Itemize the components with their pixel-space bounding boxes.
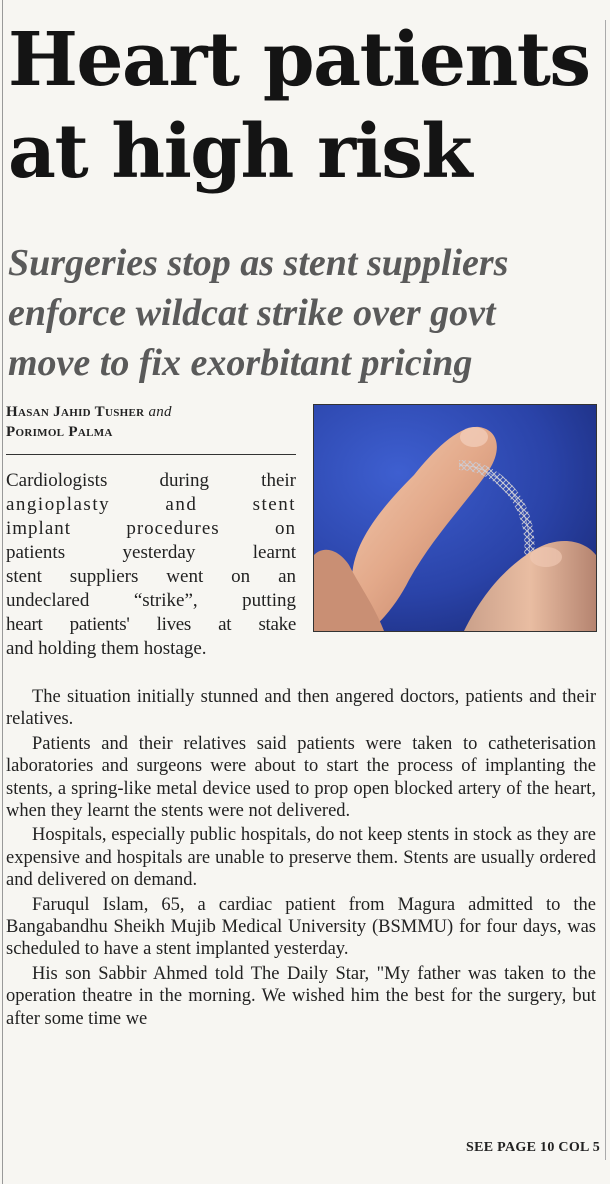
lead-line: heart patients' lives at stake (6, 614, 296, 635)
subhead-line-2: enforce wildcat strike over govt (8, 292, 496, 334)
page-edge-rule (2, 0, 3, 1184)
subhead-line-3: move to fix exorbitant pricing (8, 342, 473, 384)
byline (6, 402, 296, 442)
headline-line-2: at high risk (8, 109, 472, 195)
fingers-holding-stent-image (314, 405, 596, 631)
byline-conjunction: and (148, 404, 172, 420)
body-paragraph: Faruqul Islam, 65, a cardiac patient from Magura admitted to the Bangabandhu Sheikh Mujib Medical University (BSMMU) for four days, was scheduled to have a stent implanted yesterday. (6, 894, 596, 960)
article-body (6, 686, 596, 1032)
lead-line: undeclared “strike”, putting (6, 590, 296, 611)
lead-line: angioplasty and stent (6, 494, 296, 515)
byline-author-2: Porimol Palma (6, 424, 113, 440)
body-paragraph: His son Sabbir Ahmed told The Daily Star, "My father was taken to the operation theatre in the morning. We wished him the best for the surgery, but after some time we (6, 963, 596, 1029)
body-paragraph: The situation initially stunned and then angered doctors, patients and their relatives. (6, 687, 596, 730)
lead-line: patients yesterday learnt (6, 542, 296, 563)
lead-line: and holding them hostage. (6, 638, 207, 659)
lead-line: Cardiologists during their (6, 470, 296, 491)
lead-line: stent suppliers went on an (6, 566, 296, 587)
body-paragraph: Hospitals, especially public hospitals, do not keep stents in stock as they are expensive and hospitals are unable to preserve them. Stents are usually ordered and delivered on demand. (6, 825, 596, 891)
byline-divider (6, 454, 296, 455)
headline-line-1: Heart patients (8, 17, 590, 103)
lead-line: implant procedures on (6, 518, 296, 539)
continuation-note: SEE PAGE 10 COL 5 (466, 1140, 600, 1155)
subhead-line-1: Surgeries stop as stent suppliers (8, 242, 509, 284)
byline-author-1: Hasan Jahid Tusher (6, 404, 145, 420)
stent-photo (313, 404, 597, 632)
lead-paragraph (6, 469, 296, 661)
body-paragraph: Patients and their relatives said patients were taken to catheterisation laboratories and surgeons were about to start the process of implanting the stents, a spring-like metal device used to prop open blocked artery of the heart, when they learnt the stents were not delivered. (6, 733, 596, 822)
subheadline (8, 238, 608, 388)
headline (8, 14, 608, 198)
